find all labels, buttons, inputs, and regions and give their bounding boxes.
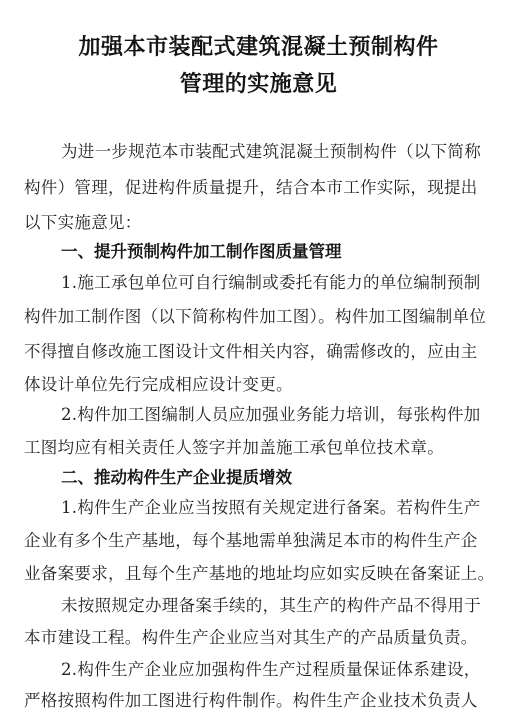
body-line: 以下实施意见： [24, 213, 142, 232]
body-line: 工图均应有相关责任人签字并加盖施工承包单位技术章。 [24, 438, 444, 457]
body-line: 不得擅自修改施工图设计文件相关内容，确需修改的，应由主 [24, 342, 478, 361]
body-line: 构件加工制作图（以下简称构件加工图）。构件加工图编制单位 [24, 307, 487, 326]
body-line: 2.构件生产企业应加强构件生产过程质量保证体系建设， [61, 660, 481, 679]
body-line: 为进一步规范本市装配式建筑混凝土预制构件（以下简称 [61, 142, 481, 161]
body-line: 企业有多个生产基地，每个基地需单独满足本市的构件生产企 [24, 531, 478, 550]
body-line: 构件）管理，促进构件质量提升，结合本市工作实际，现提出 [24, 178, 478, 197]
body-line: 未按照规定办理备案手续的，其生产的构件产品不得用于 [61, 596, 481, 615]
body-line: 1.构件生产企业应当按照有关规定进行备案。若构件生产 [61, 498, 481, 517]
body-line: 业备案要求，且每个生产基地的地址均应如实反映在备案证上。 [24, 564, 495, 583]
section-heading-2: 二、推动构件生产企业提质增效 [61, 468, 292, 487]
section-heading-1: 一、提升预制构件加工制作图质量管理 [61, 242, 342, 261]
body-line: 1.施工承包单位可自行编制或委托有能力的单位编制预制 [61, 273, 481, 292]
body-line: 2.构件加工图编制人员应加强业务能力培训，每张构件加 [61, 405, 481, 424]
body-line: 严格按照构件加工图进行构件制作。构件生产企业技术负责人 [24, 691, 478, 710]
document-title-line-1: 加强本市装配式建筑混凝土预制构件 [78, 35, 439, 60]
body-line: 本市建设工程。构件生产企业应当对其生产的产品质量负责。 [24, 628, 478, 647]
body-line: 体设计单位先行完成相应设计变更。 [24, 375, 293, 394]
document-title-line-2: 管理的实施意见 [179, 72, 338, 97]
